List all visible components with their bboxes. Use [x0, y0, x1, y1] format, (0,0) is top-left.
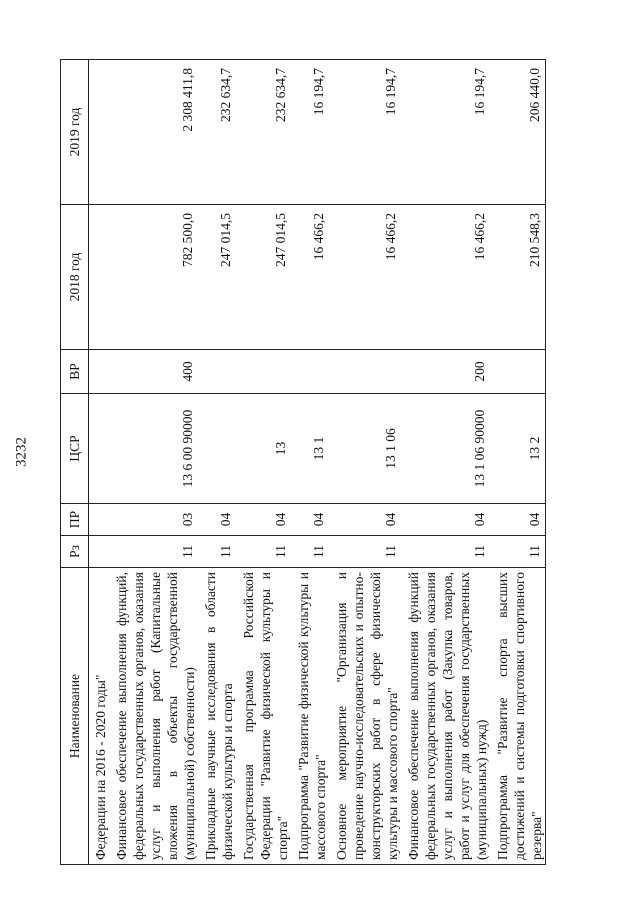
row-2019: 16 194,7	[329, 60, 401, 205]
row-name: Основное мероприятие "Организация и проведение научно-исследовательских и опытно-конструкторских работ в сфере физической культуры и массового спорта"	[329, 568, 401, 865]
row-rz: 11	[329, 536, 401, 568]
row-name: Финансовое обеспечение выполнения функций федеральных государственных органов, оказания услуг и выполнения работ (Закупка товаров, работ и услуг для обеспечения государственных (муниципальных) нужд)	[401, 568, 490, 865]
row-2018: 16 466,2	[329, 205, 401, 350]
row-rz: 11	[490, 536, 546, 568]
row-name: Подпрограмма "Развитие спорта высших достижений и системы подготовки спортивного резерва"	[490, 568, 546, 865]
table-row	[329, 60, 401, 865]
row-pr: 04	[236, 504, 291, 536]
row-2018: 247 014,5	[198, 205, 236, 350]
row-2019: 232 634,7	[198, 60, 236, 205]
row-2018: 247 014,5	[236, 205, 291, 350]
row-vr	[291, 350, 329, 394]
row-csr: 13 1 06	[329, 394, 401, 504]
table-row	[198, 60, 236, 865]
table-row	[401, 60, 490, 865]
row-rz: 11	[198, 536, 236, 568]
row-2018: 782 500,0	[109, 205, 198, 350]
budget-table	[60, 59, 546, 865]
row-vr	[236, 350, 291, 394]
row-name: Прикладные научные исследования в области физической культуры и спорта	[198, 568, 236, 865]
row-rz: 11	[236, 536, 291, 568]
row-2019: 232 634,7	[236, 60, 291, 205]
header-name: Наименование	[61, 568, 89, 865]
page-number: 3232	[13, 437, 30, 467]
row-name: Подпрограмма "Развитие физической культуры и массового спорта"	[291, 568, 329, 865]
header-pr: ПР	[61, 504, 89, 536]
row-pr: 04	[329, 504, 401, 536]
row-rz: 11	[109, 536, 198, 568]
header-csr: ЦСР	[61, 394, 89, 504]
row-pr: 04	[490, 504, 546, 536]
header-2018: 2018 год	[61, 205, 89, 350]
row-name: Государственная программа Российской Федерации "Развитие физической культуры и спорта"	[236, 568, 291, 865]
header-rz: Рз	[61, 536, 89, 568]
row-pr: 03	[109, 504, 198, 536]
table-row	[236, 60, 291, 865]
table-row	[109, 60, 198, 865]
row-2019: 2 308 411,8	[109, 60, 198, 205]
row-csr: 13 1 06 90000	[401, 394, 490, 504]
row-pr	[89, 504, 110, 536]
rotated-budget-table	[60, 60, 610, 865]
header-vr: ВР	[61, 350, 89, 394]
row-name: Федерации на 2016 - 2020 годы"	[89, 568, 110, 865]
row-2018: 16 466,2	[401, 205, 490, 350]
row-csr: 13 2	[490, 394, 546, 504]
row-pr: 04	[198, 504, 236, 536]
row-2019: 206 440,0	[490, 60, 546, 205]
row-2018	[89, 205, 110, 350]
row-vr	[329, 350, 401, 394]
row-vr	[490, 350, 546, 394]
row-2019	[89, 60, 110, 205]
row-csr: 13 1	[291, 394, 329, 504]
row-rz: 11	[291, 536, 329, 568]
row-2019: 16 194,7	[401, 60, 490, 205]
row-2018: 210 548,3	[490, 205, 546, 350]
row-csr	[198, 394, 236, 504]
row-pr: 04	[291, 504, 329, 536]
row-pr: 04	[401, 504, 490, 536]
header-row	[61, 60, 89, 865]
row-name: Финансовое обеспечение выполнения функций, федеральных государственных органов, оказания услуг и выполнения работ (Капитальные вложения в объекты государственной (муниципальной) собственности)	[109, 568, 198, 865]
row-vr	[89, 350, 110, 394]
header-2019: 2019 год	[61, 60, 89, 205]
row-vr: 200	[401, 350, 490, 394]
row-2018: 16 466,2	[291, 205, 329, 350]
table-row	[89, 60, 110, 865]
table-row	[490, 60, 546, 865]
row-2019: 16 194,7	[291, 60, 329, 205]
row-vr: 400	[109, 350, 198, 394]
table-row	[291, 60, 329, 865]
row-csr	[89, 394, 110, 504]
row-rz	[89, 536, 110, 568]
row-vr	[198, 350, 236, 394]
row-csr: 13 6 00 90000	[109, 394, 198, 504]
row-rz: 11	[401, 536, 490, 568]
row-csr: 13	[236, 394, 291, 504]
